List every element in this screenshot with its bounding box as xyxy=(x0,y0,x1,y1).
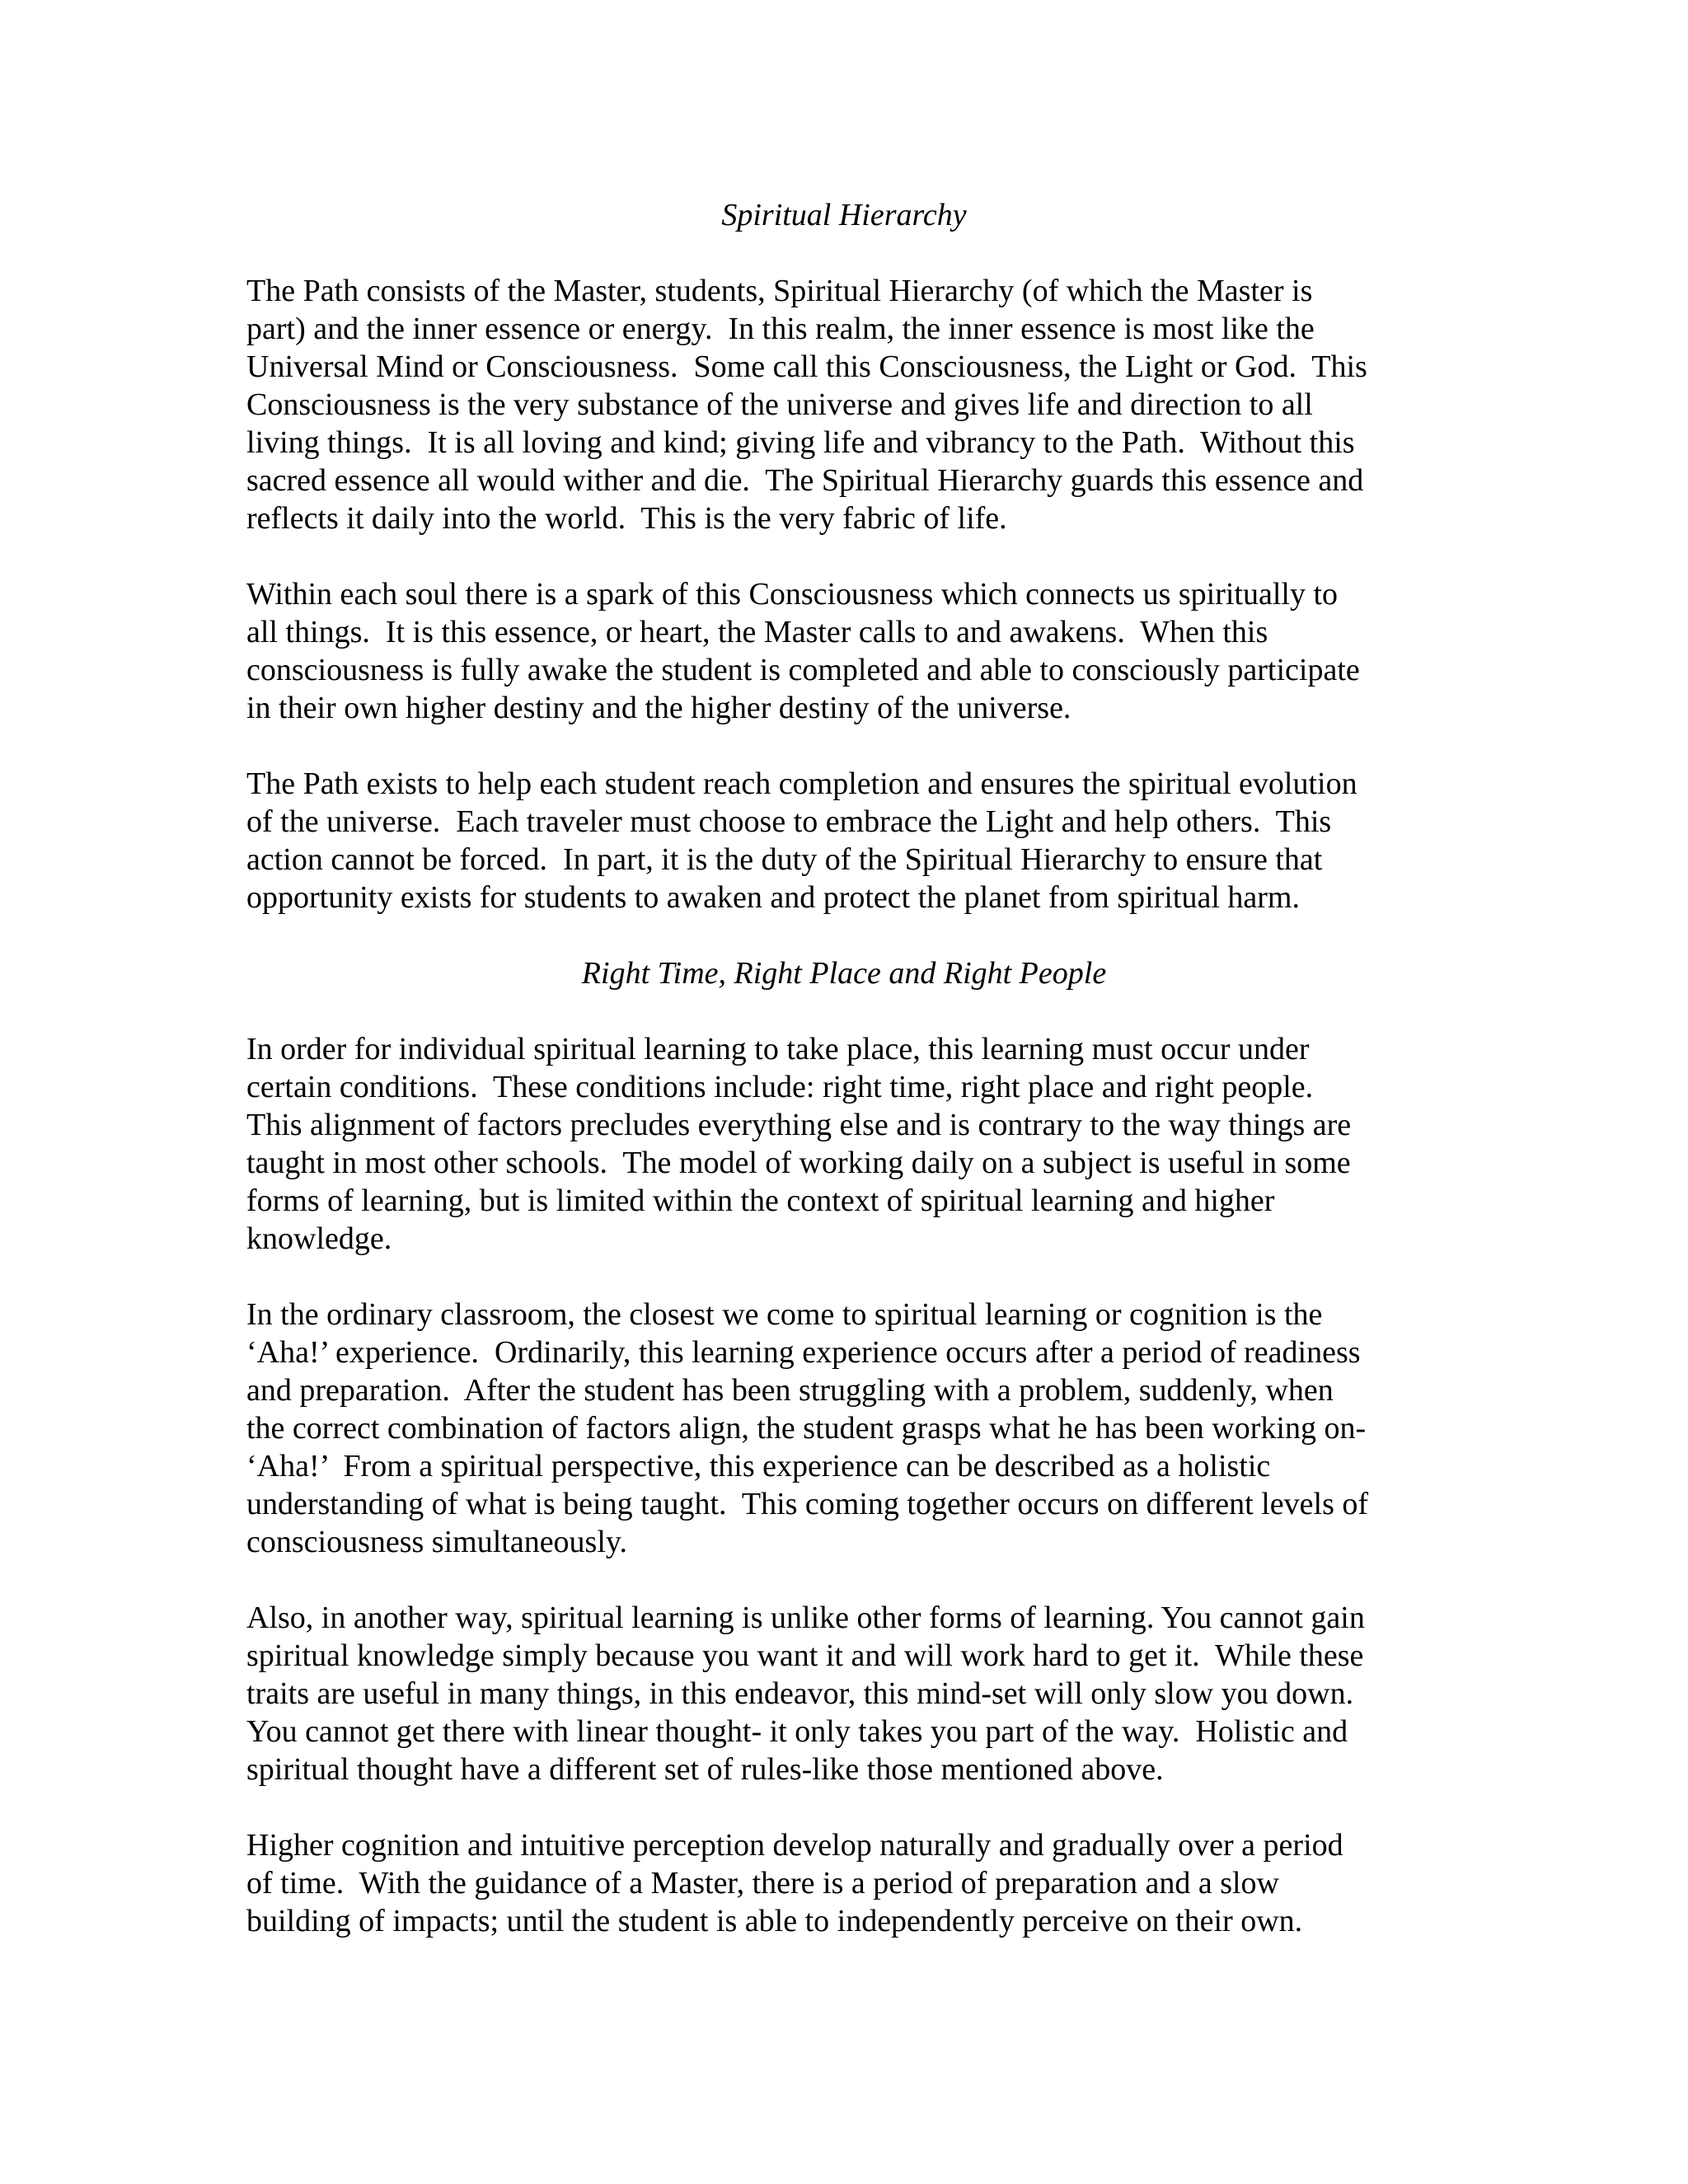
text-line: spiritual thought have a different set of rules-like those mentioned above. xyxy=(246,1752,1164,1787)
paragraph-6 xyxy=(246,1599,1442,1788)
text-line: Also, in another way, spiritual learning is unlike other forms of learning. You cannot gain xyxy=(246,1601,1365,1635)
text-line: sacred essence all would wither and die. The Spiritual Hierarchy guards this essence and xyxy=(246,463,1364,498)
text-line: knowledge. xyxy=(246,1221,392,1256)
paragraph-2 xyxy=(246,575,1442,727)
text-line: taught in most other schools. The model of working daily on a subject is useful in some xyxy=(246,1146,1351,1180)
text-line: In the ordinary classroom, the closest we come to spiritual learning or cognition is the xyxy=(246,1297,1323,1332)
paragraph-7 xyxy=(246,1826,1442,1940)
text-line: Consciousness is the very substance of the universe and gives life and direction to all xyxy=(246,387,1313,422)
text-line: Universal Mind or Consciousness. Some call this Consciousness, the Light or God. This xyxy=(246,349,1367,384)
paragraph-1 xyxy=(246,272,1442,537)
text-line: of time. With the guidance of a Master, there is a period of preparation and a slow xyxy=(246,1866,1279,1900)
text-line: reflects it daily into the world. This is the very fabric of life. xyxy=(246,501,1007,536)
text-line: opportunity exists for students to awaken and protect the planet from spiritual harm. xyxy=(246,880,1300,915)
section-heading-spiritual-hierarchy: Spiritual Hierarchy xyxy=(721,198,967,232)
text-line: This alignment of factors precludes everything else and is contrary to the way things are xyxy=(246,1108,1352,1142)
text-line: You cannot get there with linear thought- it only takes you part of the way. Holistic and xyxy=(246,1714,1348,1749)
section-heading-right-time: Right Time, Right Place and Right People xyxy=(581,956,1107,991)
paragraph-4 xyxy=(246,1030,1442,1258)
text-line: The Path exists to help each student reach completion and ensures the spiritual evolution xyxy=(246,766,1357,801)
text-line: the correct combination of factors align, the student grasps what he has been working on- xyxy=(246,1411,1367,1446)
text-line: The Path consists of the Master, students, Spiritual Hierarchy (of which the Master is xyxy=(246,274,1313,308)
text-line: building of impacts; until the student is able to independently perceive on their own. xyxy=(246,1904,1303,1938)
text-line: spiritual knowledge simply because you want it and will work hard to get it. While these xyxy=(246,1638,1364,1673)
text-line: In order for individual spiritual learning to take place, this learning must occur under xyxy=(246,1032,1310,1066)
text-line: consciousness simultaneously. xyxy=(246,1525,627,1559)
text-line: forms of learning, but is limited within the context of spiritual learning and higher xyxy=(246,1183,1275,1218)
text-line: Within each soul there is a spark of this Consciousness which connects us spiritually to xyxy=(246,577,1339,612)
text-line: consciousness is fully awake the student is completed and able to consciously participate xyxy=(246,653,1360,687)
text-line: traits are useful in many things, in this endeavor, this mind-set will only slow you down. xyxy=(246,1676,1354,1711)
text-line: in their own higher destiny and the higher destiny of the universe. xyxy=(246,691,1071,725)
paragraph-3 xyxy=(246,765,1442,916)
text-line: part) and the inner essence or energy. In this realm, the inner essence is most like the xyxy=(246,312,1315,346)
text-line: understanding of what is being taught. This coming together occurs on different levels of xyxy=(246,1487,1369,1521)
text-line: action cannot be forced. In part, it is the duty of the Spiritual Hierarchy to ensure that xyxy=(246,842,1323,877)
text-line: ‘Aha!’ From a spiritual perspective, this experience can be described as a holistic xyxy=(246,1449,1271,1483)
text-line: all things. It is this essence, or heart, the Master calls to and awakens. When this xyxy=(246,615,1268,649)
text-line: of the universe. Each traveler must choose to embrace the Light and help others. This xyxy=(246,804,1332,839)
text-line: living things. It is all loving and kind; giving life and vibrancy to the Path. Without this xyxy=(246,425,1355,460)
text-line: and preparation. After the student has been struggling with a problem, suddenly, when xyxy=(246,1373,1334,1408)
text-line: ‘Aha!’ experience. Ordinarily, this learning experience occurs after a period of readiness xyxy=(246,1335,1361,1370)
text-line: Higher cognition and intuitive perception develop naturally and gradually over a period xyxy=(246,1828,1343,1863)
paragraph-5 xyxy=(246,1296,1442,1561)
text-line: certain conditions. These conditions include: right time, right place and right people. xyxy=(246,1070,1314,1104)
